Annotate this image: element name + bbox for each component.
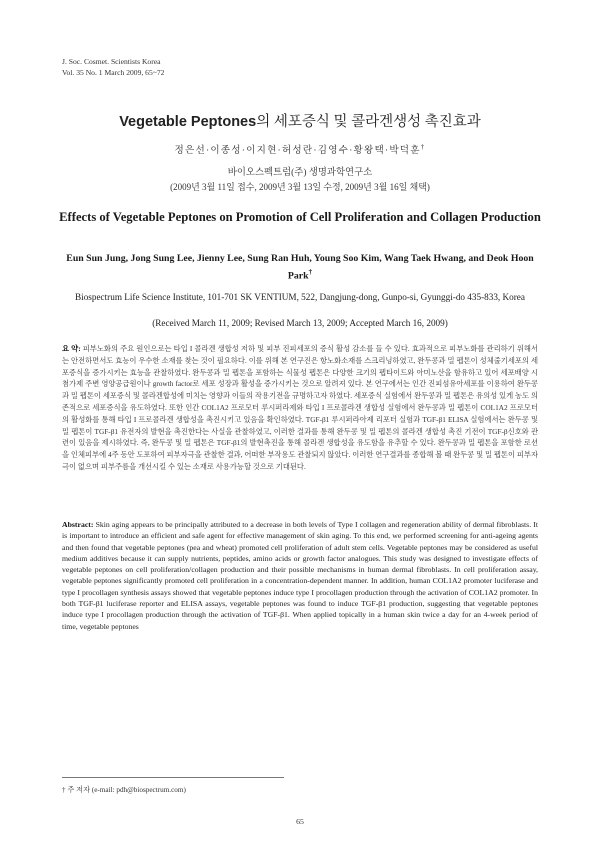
english-authors-list: Eun Sun Jung, Jong Sung Lee, Jienny Lee, Sung Ran Huh, Young Soo Kim, Wang Taek Hwang, and Deok Hoon Park — [66, 253, 534, 281]
page-number: 65 — [296, 817, 304, 826]
korean-authors-list: 정은선·이종성·이지현·허성란·김영수·황왕택·박덕훈 — [174, 145, 421, 156]
korean-abstract — [62, 343, 538, 473]
journal-name: J. Soc. Cosmet. Scientists Korea — [62, 57, 161, 66]
korean-authors — [0, 142, 600, 156]
korean-title-rest: 의 세포증식 및 콜라겐생성 촉진효과 — [256, 114, 481, 130]
korean-title — [0, 110, 600, 131]
english-title: Effects of Vegetable Peptones on Promotion of Cell Proliferation and Collagen Production — [59, 210, 541, 224]
korean-abstract-text: 피부노화의 주요 원인으로는 타입 I 콜라겐 생합성 저하 및 피부 진피세포의 증식 활성 감소를 들 수 있다. 효과적으로 피부노화를 관리하기 위해서는 안전하면서도 효능이 우수한 소재를 찾는 것이 필요하다. 이를 위해 본 연구진은 항노화소재를 스크리닝하였고, 완두콩과 밀 펩톤이 성체줄기세포의 세포증식을 증가시키는 효능을 관찰하였다. 완두콩과 밀 펩톤을 포함하는 식물성 펩톤은 다양한 크기의 펩타이드와 아미노산을 함유하고 있어 세포배양 시 첨가제 주변 영양공급원이나 growth factor로 세포 성장과 활성을 증가시키는 것으로 알려져 있다. 본 연구에서는 인간 진피섬유아세포를 이용하여 완두콩과 밀 펩톤이 세포증식 및 콜라겐합성에 미치는 영향과 이들의 작용기전을 규명하고자 하였다. 세포증식 실험에서 완두콩과 밀 펩톤은 유의성 있게 농도 의존적으로 세포증식을 유도하였다. 또한 인간 COL1A2 프로모터 루시퍼라제와 타입 I 프로콜라겐 생합성 실험에서 완두콩과 밀 펩톤이 COL1A2 프로모터의 활성화를 통해 타입 I 프로콜라겐 생합성을 촉진시키고 있음을 확인하였다. TGF-β1 루시퍼라아제 리포터 실험과 TGF-β1 ELISA 실험에서는 완두콩 및 밀 펩톤이 TGF-β1 유전자의 발현을 촉진한다는 사실을 관찰하였고, 이러한 결과를 통해 완두콩 및 밀 펩톤의 콜라겐 생합성 촉진 기전이 TGF-β신호와 관련이 있음을 제시하였다. 즉, 완두콩 및 밀 펩톤은 TGF-β1의 발현촉진을 통해 콜라겐 생합성을 유도함을 유추할 수 있다. 완두콩과 밀 펩톤을 포함한 로션을 인체피부에 4주 동안 도포하여 피부자극을 관찰한 결과, 어떠한 부작용도 관찰되지 않았다. 이러한 연구결과를 종합해 볼 때 완두콩 및 밀 펩톤이 피부자극이 없으며 피부주름을 개선시킬 수 있는 소재로 사용가능할 것으로 기대된다. — [62, 344, 538, 471]
english-abstract-label: Abstract: — [62, 520, 94, 529]
korean-corresponding-mark: † — [420, 142, 426, 151]
footnote: † 주 저자 (e-mail: pdh@biospectrum.com) — [62, 786, 186, 794]
english-abstract-text: Skin aging appears to be principally attributed to a decrease in both levels of Type I collagen and regeneration ability of dermal fibroblasts. It is important to introduce an efficient and safe agent for effective management of skin aging. To this end, we performed screening for anti-ageing agents and then found that vegetable peptones (pea and wheat) promoted cell proliferation of adult stem cells. Vegetable peptones may be considered as useful medium additives because it can supply nutrients, peptides, amino acids or growth factor analogues. This study was designed to investigate effects of vegetable peptones on cell proliferation/collagen production and their possible mechanisms in human dermal fibroblasts. In cell proliferation assay, vegetable peptones significantly promoted cell proliferation in a concentration-dependent manner. In addition, human COL1A2 promoter luciferase and type I procollagen synthesis assays showed that vegetable peptones induce type I procollagen production through the activation of COL1A2 promoter. In both TGF-β1 luciferase reporter and ELISA assays, vegetable peptones was found to induce TGF-β1 production, suggesting that vegetable peptones induce type I procollagen production through the activation of TGF-β1. When applied topically in a human skin twice a day for an 4-week period of time, vegetable peptones — [62, 520, 538, 631]
korean-dates: (2009년 3월 11일 접수, 2009년 3월 13일 수정, 2009년 3월 16일 채택) — [170, 182, 430, 192]
english-abstract — [62, 519, 538, 632]
korean-affiliation: 바이오스펙트럼(주) 생명과학연구소 — [227, 168, 373, 178]
english-dates: (Received March 11, 2009; Revised March 13, 2009; Accepted March 16, 2009) — [152, 318, 448, 328]
english-authors — [55, 252, 545, 282]
english-affiliation: Biospectrum Life Science Institute, 101-701 SK VENTIUM, 522, Dangjung-dong, Gunpo-si, Gyunggi-do 435-833, Korea — [75, 292, 525, 302]
footnote-divider — [62, 777, 284, 778]
journal-header — [62, 57, 164, 78]
english-corresponding-mark: † — [308, 267, 313, 276]
korean-title-latin: Vegetable Peptones — [119, 114, 257, 130]
korean-abstract-label: 요 약: — [62, 344, 81, 353]
journal-issue: Vol. 35 No. 1 March 2009, 65~72 — [62, 67, 165, 77]
